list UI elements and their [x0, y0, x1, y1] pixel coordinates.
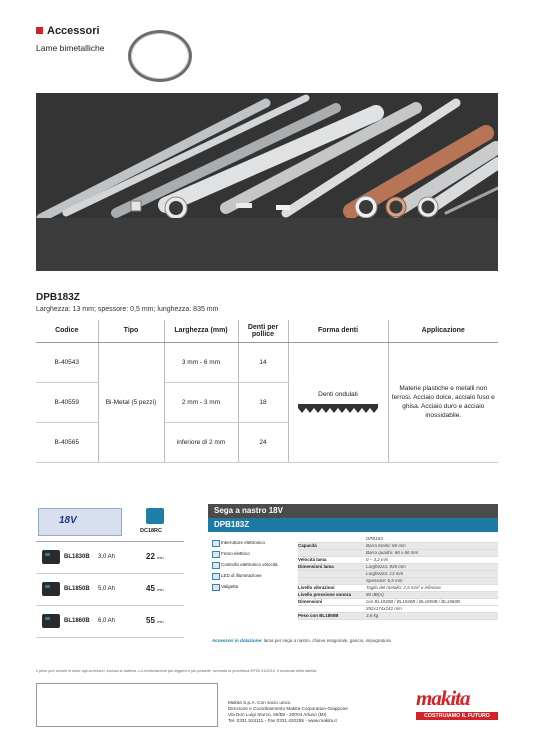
product-title: Sega a nastro 18V	[208, 504, 498, 518]
feature-item: Freno elettrico	[212, 548, 278, 559]
section-title: Accessori	[47, 24, 100, 37]
section-header	[36, 22, 105, 53]
width-cell: inferiore di 2 mm	[164, 422, 238, 462]
company-line: Makita S.p.A. Con socio unico	[228, 700, 291, 705]
bandsaw-blade-image	[128, 30, 192, 82]
tpi-cell: 18	[238, 382, 288, 422]
code-cell: B-40543	[36, 342, 98, 382]
battery-name: BL1860B	[64, 618, 90, 624]
width-cell: 2 mm - 3 mm	[164, 382, 238, 422]
application-cell: Materie plastiche e metalli non ferrosi. Acciaio dolce, acciaio fuso e ghisa. Acciaio duro e acciaio inossidabile.	[388, 342, 498, 462]
tpi-cell: 14	[238, 342, 288, 382]
blade-dimensions: Larghezza: 13 mm; spessore: 0,5 mm; lunghezza: 835 mm	[36, 306, 219, 313]
company-line: Via Don Luigi Sturzo, 56/58 - 20004 Arluno (MI)	[228, 712, 327, 717]
battery-icon	[42, 614, 60, 628]
col-header: Forma denti	[288, 320, 388, 342]
tipo-cell: Bi-Metal (5 pezzi)	[98, 342, 164, 462]
col-header: Larghezza (mm)	[164, 320, 238, 342]
battery-capacity: 5,0 Ah	[98, 586, 116, 592]
spec-row: Livello pressione sonora 80 dB(A)	[298, 592, 498, 599]
battery-name: BL1850B	[64, 586, 90, 592]
wavy-teeth-icon	[298, 404, 378, 414]
feature-item: Valigetta	[212, 581, 278, 592]
tpi-cell: 24	[238, 422, 288, 462]
spec-row: Larghezza: 13 mm	[298, 571, 498, 578]
width-cell: 3 mm - 6 mm	[164, 342, 238, 382]
company-line: Direzione e Coordinamento Makita Corporation-Giappone	[228, 706, 348, 711]
logo-wordmark: makita	[416, 686, 470, 710]
spec-row: Barra quadro: 66 x 66 mm	[298, 550, 498, 557]
feature-list	[212, 537, 278, 592]
footnote: Il peso può variare in base agli accessori, inclusa la batteria. La combinazione più leggera e più pesante, secondo la procedura EPTA 01/2014, è mostrata nella tabella.	[36, 669, 318, 673]
metal-profiles-photo	[36, 93, 498, 271]
forma-cell	[288, 342, 388, 462]
logo-tagline: COSTRUIAMO IL FUTURO	[416, 712, 498, 720]
spec-row: Spessore: 0,5 mm	[298, 578, 498, 585]
company-line: Tel. 0331 524111 - Fax 0331 420285 - www.makita.it	[228, 718, 337, 723]
battery-row	[36, 574, 184, 606]
code-cell: B-40559	[36, 382, 98, 422]
accessories-text: lama per sega a nastro, chiave esagonale, gancio, impugnatura	[263, 638, 391, 643]
product-model: DPB183Z	[208, 518, 498, 532]
battery-row	[36, 606, 184, 638]
battery-row	[36, 542, 184, 574]
battery-header	[36, 504, 184, 542]
section-subtitle: Lame bimetalliche	[36, 43, 105, 53]
forma-label: Denti ondulati	[318, 390, 358, 398]
spec-row: Dimensioni lama Larghezza: 835 mm	[298, 564, 498, 571]
battery-table	[36, 504, 184, 638]
product-panel	[208, 504, 498, 643]
col-header: Applicazione	[388, 320, 498, 342]
charger-label: DC18RC	[140, 528, 163, 534]
table-row	[36, 342, 498, 382]
battery-name: BL1830B	[64, 554, 90, 560]
blade-spec-table	[36, 320, 498, 463]
red-square-icon	[36, 27, 43, 34]
accessories-line	[212, 638, 497, 643]
battery-icon	[42, 550, 60, 564]
model-title: DPB183Z	[36, 292, 80, 303]
dealer-stamp-box	[36, 683, 218, 727]
charge-time: 55 min	[146, 616, 164, 625]
battery-icon	[42, 582, 60, 596]
spec-row: Capacità Barra tondo: 66 mm	[298, 543, 498, 550]
spec-row: Livello vibrazioni Taglio del metallo: 2,5 m/s² o inferiore	[298, 585, 498, 592]
col-header: Tipo	[98, 320, 164, 342]
logo-text: 18V	[59, 515, 77, 526]
col-header: Codice	[36, 320, 98, 342]
charger-icon	[146, 508, 164, 524]
feature-item: Interruttore elettronico	[212, 537, 278, 548]
code-cell: B-40565	[36, 422, 98, 462]
spec-list	[298, 536, 498, 620]
company-info	[228, 700, 348, 724]
charge-time: 22 min	[146, 552, 164, 561]
col-header: Denti per pollice	[238, 320, 288, 342]
spec-row: DPB183	[298, 536, 498, 543]
battery-capacity: 6,0 Ah	[98, 618, 116, 624]
table-header-row	[36, 320, 498, 342]
lxt-18v-logo	[38, 508, 122, 536]
feature-item: Controllo elettronico velocità	[212, 559, 278, 570]
battery-capacity: 3,0 Ah	[98, 554, 116, 560]
accessories-label: Accessori in dotazione:	[212, 638, 263, 643]
spec-row: Velocità lama 0 – 3,2 m/s	[298, 557, 498, 564]
charge-time: 45 min	[146, 584, 164, 593]
spec-row: Dimensioni con BL1830B / BL1840B / BL1850B / BL1860B	[298, 599, 498, 606]
spec-row: Peso con BL1850B 3,6 kg	[298, 613, 498, 620]
spec-row: 392x174x242 mm	[298, 606, 498, 613]
feature-item: LED di illuminazione	[212, 570, 278, 581]
makita-logo	[416, 686, 498, 728]
